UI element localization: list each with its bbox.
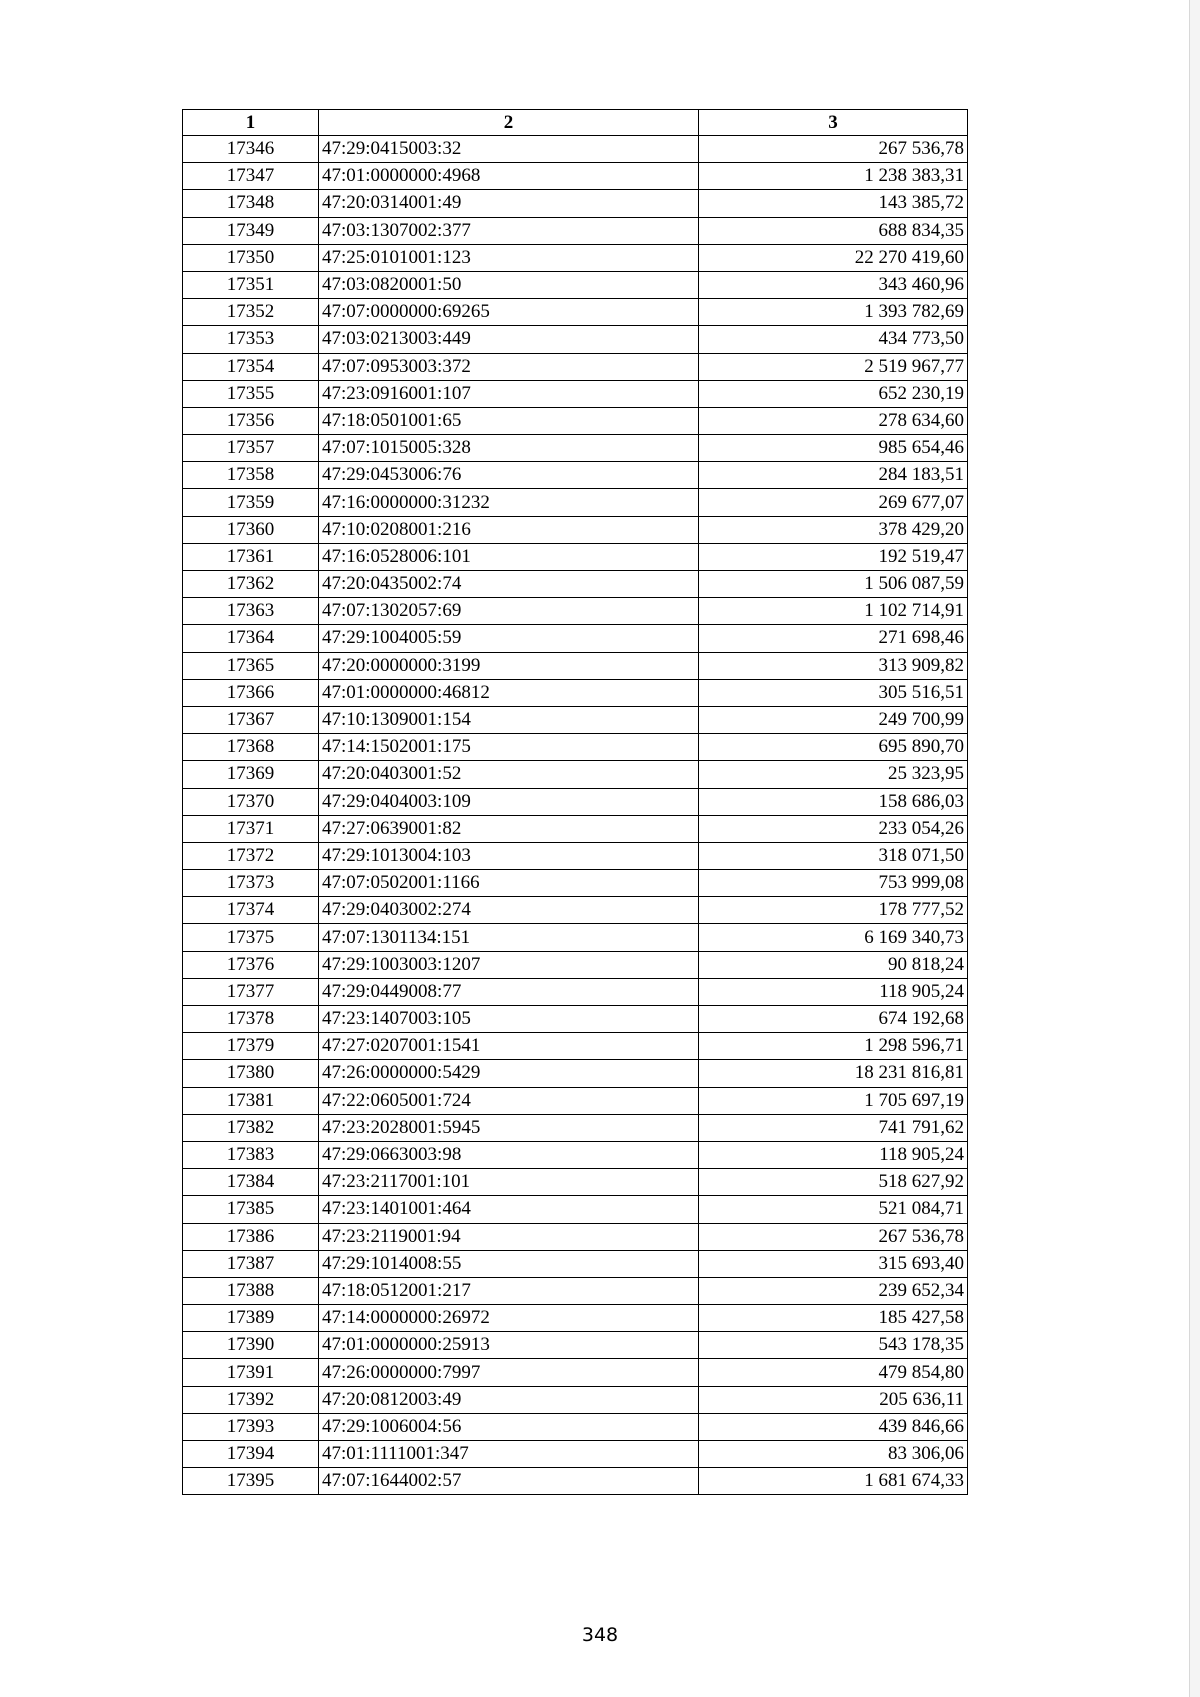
value-cell: 83 306,06 [699,1441,968,1468]
table-row [183,489,968,516]
row-number-cell: 17380 [183,1060,319,1087]
data-table [182,109,968,1495]
row-number-cell: 17394 [183,1441,319,1468]
table-row [183,842,968,869]
table-row [183,326,968,353]
row-number-cell: 17378 [183,1006,319,1033]
value-cell: 1 506 087,59 [699,571,968,598]
row-number-cell: 17355 [183,380,319,407]
row-number-cell: 17347 [183,163,319,190]
cadastral-number-cell: 47:18:0501001:65 [319,407,699,434]
table-row [183,679,968,706]
header-row [183,110,968,136]
row-number-cell: 17352 [183,299,319,326]
cadastral-number-cell: 47:01:0000000:25913 [319,1332,699,1359]
value-cell: 18 231 816,81 [699,1060,968,1087]
row-number-cell: 17365 [183,652,319,679]
cadastral-number-cell: 47:01:0000000:4968 [319,163,699,190]
value-cell: 343 460,96 [699,271,968,298]
row-number-cell: 17385 [183,1196,319,1223]
value-cell: 518 627,92 [699,1169,968,1196]
table-row [183,870,968,897]
row-number-cell: 17363 [183,598,319,625]
table-row [183,706,968,733]
row-number-cell: 17373 [183,870,319,897]
table-row [183,978,968,1005]
cadastral-number-cell: 47:03:0820001:50 [319,271,699,298]
row-number-cell: 17368 [183,734,319,761]
value-cell: 1 102 714,91 [699,598,968,625]
table-row [183,924,968,951]
page-edge [1189,0,1200,1697]
cadastral-number-cell: 47:20:0812003:49 [319,1386,699,1413]
cadastral-number-cell: 47:10:0208001:216 [319,516,699,543]
row-number-cell: 17353 [183,326,319,353]
cadastral-number-cell: 47:18:0512001:217 [319,1277,699,1304]
table-body [183,136,968,1495]
row-number-cell: 17346 [183,136,319,163]
cadastral-number-cell: 47:29:1004005:59 [319,625,699,652]
table-row [183,1223,968,1250]
table-row [183,897,968,924]
cadastral-number-cell: 47:26:0000000:7997 [319,1359,699,1386]
row-number-cell: 17372 [183,842,319,869]
value-cell: 688 834,35 [699,217,968,244]
value-cell: 741 791,62 [699,1114,968,1141]
table-row [183,1141,968,1168]
row-number-cell: 17387 [183,1250,319,1277]
table-row [183,435,968,462]
table-row [183,1060,968,1087]
row-number-cell: 17358 [183,462,319,489]
table-row [183,1196,968,1223]
cadastral-number-cell: 47:22:0605001:724 [319,1087,699,1114]
cadastral-number-cell: 47:27:0639001:82 [319,815,699,842]
table-row [183,761,968,788]
cadastral-number-cell: 47:26:0000000:5429 [319,1060,699,1087]
value-cell: 22 270 419,60 [699,244,968,271]
table-row [183,244,968,271]
value-cell: 143 385,72 [699,190,968,217]
cadastral-number-cell: 47:16:0528006:101 [319,543,699,570]
value-cell: 543 178,35 [699,1332,968,1359]
row-number-cell: 17367 [183,706,319,733]
cadastral-number-cell: 47:07:1301134:151 [319,924,699,951]
value-cell: 674 192,68 [699,1006,968,1033]
row-number-cell: 17386 [183,1223,319,1250]
row-number-cell: 17357 [183,435,319,462]
row-number-cell: 17392 [183,1386,319,1413]
table-row [183,1359,968,1386]
page-number: 348 [581,1624,619,1646]
cadastral-number-cell: 47:14:1502001:175 [319,734,699,761]
row-number-cell: 17350 [183,244,319,271]
row-number-cell: 17382 [183,1114,319,1141]
row-number-cell: 17359 [183,489,319,516]
table-row [183,163,968,190]
value-cell: 1 298 596,71 [699,1033,968,1060]
table-row [183,543,968,570]
cadastral-number-cell: 47:10:1309001:154 [319,706,699,733]
table-row [183,1468,968,1495]
cadastral-number-cell: 47:07:0000000:69265 [319,299,699,326]
row-number-cell: 17391 [183,1359,319,1386]
table-row [183,598,968,625]
cadastral-number-cell: 47:29:1013004:103 [319,842,699,869]
cadastral-number-cell: 47:20:0314001:49 [319,190,699,217]
row-number-cell: 17349 [183,217,319,244]
table-row [183,353,968,380]
cadastral-number-cell: 47:07:0953003:372 [319,353,699,380]
table-header [183,110,968,136]
row-number-cell: 17374 [183,897,319,924]
column-header-2: 2 [319,110,699,136]
table-row [183,625,968,652]
cadastral-number-cell: 47:20:0435002:74 [319,571,699,598]
cadastral-number-cell: 47:03:0213003:449 [319,326,699,353]
value-cell: 185 427,58 [699,1305,968,1332]
cadastral-number-cell: 47:23:2028001:5945 [319,1114,699,1141]
table-row [183,1114,968,1141]
cadastral-number-cell: 47:07:0502001:1166 [319,870,699,897]
cadastral-number-cell: 47:16:0000000:31232 [319,489,699,516]
row-number-cell: 17384 [183,1169,319,1196]
cadastral-number-cell: 47:20:0000000:3199 [319,652,699,679]
value-cell: 652 230,19 [699,380,968,407]
cadastral-number-cell: 47:23:0916001:107 [319,380,699,407]
table-row [183,1033,968,1060]
row-number-cell: 17376 [183,951,319,978]
table-row [183,1332,968,1359]
table-row [183,815,968,842]
row-number-cell: 17362 [183,571,319,598]
cadastral-number-cell: 47:25:0101001:123 [319,244,699,271]
row-number-cell: 17395 [183,1468,319,1495]
cadastral-number-cell: 47:29:0453006:76 [319,462,699,489]
value-cell: 521 084,71 [699,1196,968,1223]
row-number-cell: 17379 [183,1033,319,1060]
value-cell: 6 169 340,73 [699,924,968,951]
cadastral-number-cell: 47:20:0403001:52 [319,761,699,788]
table-row [183,136,968,163]
cadastral-number-cell: 47:23:1407003:105 [319,1006,699,1033]
value-cell: 318 071,50 [699,842,968,869]
value-cell: 118 905,24 [699,1141,968,1168]
cadastral-number-cell: 47:23:2119001:94 [319,1223,699,1250]
cadastral-number-cell: 47:27:0207001:1541 [319,1033,699,1060]
row-number-cell: 17383 [183,1141,319,1168]
value-cell: 479 854,80 [699,1359,968,1386]
cadastral-number-cell: 47:29:0404003:109 [319,788,699,815]
value-cell: 305 516,51 [699,679,968,706]
table-row [183,462,968,489]
column-header-3: 3 [699,110,968,136]
cadastral-number-cell: 47:29:1006004:56 [319,1413,699,1440]
value-cell: 753 999,08 [699,870,968,897]
value-cell: 439 846,66 [699,1413,968,1440]
table-row [183,734,968,761]
table-row [183,516,968,543]
table-row [183,571,968,598]
value-cell: 269 677,07 [699,489,968,516]
row-number-cell: 17356 [183,407,319,434]
row-number-cell: 17351 [183,271,319,298]
table-row [183,951,968,978]
value-cell: 1 705 697,19 [699,1087,968,1114]
table-row [183,1413,968,1440]
row-number-cell: 17390 [183,1332,319,1359]
table-row [183,1386,968,1413]
row-number-cell: 17369 [183,761,319,788]
row-number-cell: 17371 [183,815,319,842]
value-cell: 239 652,34 [699,1277,968,1304]
value-cell: 267 536,78 [699,136,968,163]
table-row [183,788,968,815]
cadastral-number-cell: 47:29:0449008:77 [319,978,699,1005]
table-row [183,380,968,407]
table-row [183,1277,968,1304]
cadastral-number-cell: 47:14:0000000:26972 [319,1305,699,1332]
value-cell: 90 818,24 [699,951,968,978]
cadastral-number-cell: 47:29:0663003:98 [319,1141,699,1168]
cadastral-number-cell: 47:03:1307002:377 [319,217,699,244]
value-cell: 205 636,11 [699,1386,968,1413]
row-number-cell: 17389 [183,1305,319,1332]
value-cell: 378 429,20 [699,516,968,543]
value-cell: 1 393 782,69 [699,299,968,326]
row-number-cell: 17388 [183,1277,319,1304]
value-cell: 192 519,47 [699,543,968,570]
value-cell: 284 183,51 [699,462,968,489]
row-number-cell: 17366 [183,679,319,706]
value-cell: 233 054,26 [699,815,968,842]
value-cell: 178 777,52 [699,897,968,924]
cadastral-number-cell: 47:29:0415003:32 [319,136,699,163]
value-cell: 1 681 674,33 [699,1468,968,1495]
value-cell: 985 654,46 [699,435,968,462]
value-cell: 313 909,82 [699,652,968,679]
row-number-cell: 17354 [183,353,319,380]
value-cell: 1 238 383,31 [699,163,968,190]
value-cell: 278 634,60 [699,407,968,434]
cadastral-number-cell: 47:29:1014008:55 [319,1250,699,1277]
value-cell: 2 519 967,77 [699,353,968,380]
column-header-1: 1 [183,110,319,136]
table-row [183,1087,968,1114]
value-cell: 25 323,95 [699,761,968,788]
value-cell: 315 693,40 [699,1250,968,1277]
row-number-cell: 17361 [183,543,319,570]
value-cell: 267 536,78 [699,1223,968,1250]
table-row [183,217,968,244]
row-number-cell: 17381 [183,1087,319,1114]
cadastral-number-cell: 47:29:1003003:1207 [319,951,699,978]
table-row [183,190,968,217]
cadastral-number-cell: 47:07:1302057:69 [319,598,699,625]
table-row [183,407,968,434]
value-cell: 434 773,50 [699,326,968,353]
row-number-cell: 17360 [183,516,319,543]
value-cell: 158 686,03 [699,788,968,815]
row-number-cell: 17364 [183,625,319,652]
row-number-cell: 17375 [183,924,319,951]
value-cell: 249 700,99 [699,706,968,733]
table-row [183,1305,968,1332]
cadastral-number-cell: 47:29:0403002:274 [319,897,699,924]
row-number-cell: 17370 [183,788,319,815]
table-row [183,1169,968,1196]
cadastral-number-cell: 47:07:1644002:57 [319,1468,699,1495]
table-row [183,299,968,326]
row-number-cell: 17348 [183,190,319,217]
cadastral-number-cell: 47:01:1111001:347 [319,1441,699,1468]
table-row [183,652,968,679]
cadastral-number-cell: 47:23:2117001:101 [319,1169,699,1196]
value-cell: 695 890,70 [699,734,968,761]
table-row [183,1441,968,1468]
table-row [183,1006,968,1033]
row-number-cell: 17377 [183,978,319,1005]
row-number-cell: 17393 [183,1413,319,1440]
cadastral-number-cell: 47:07:1015005:328 [319,435,699,462]
cadastral-number-cell: 47:23:1401001:464 [319,1196,699,1223]
table-row [183,1250,968,1277]
table-row [183,271,968,298]
cadastral-number-cell: 47:01:0000000:46812 [319,679,699,706]
value-cell: 271 698,46 [699,625,968,652]
value-cell: 118 905,24 [699,978,968,1005]
